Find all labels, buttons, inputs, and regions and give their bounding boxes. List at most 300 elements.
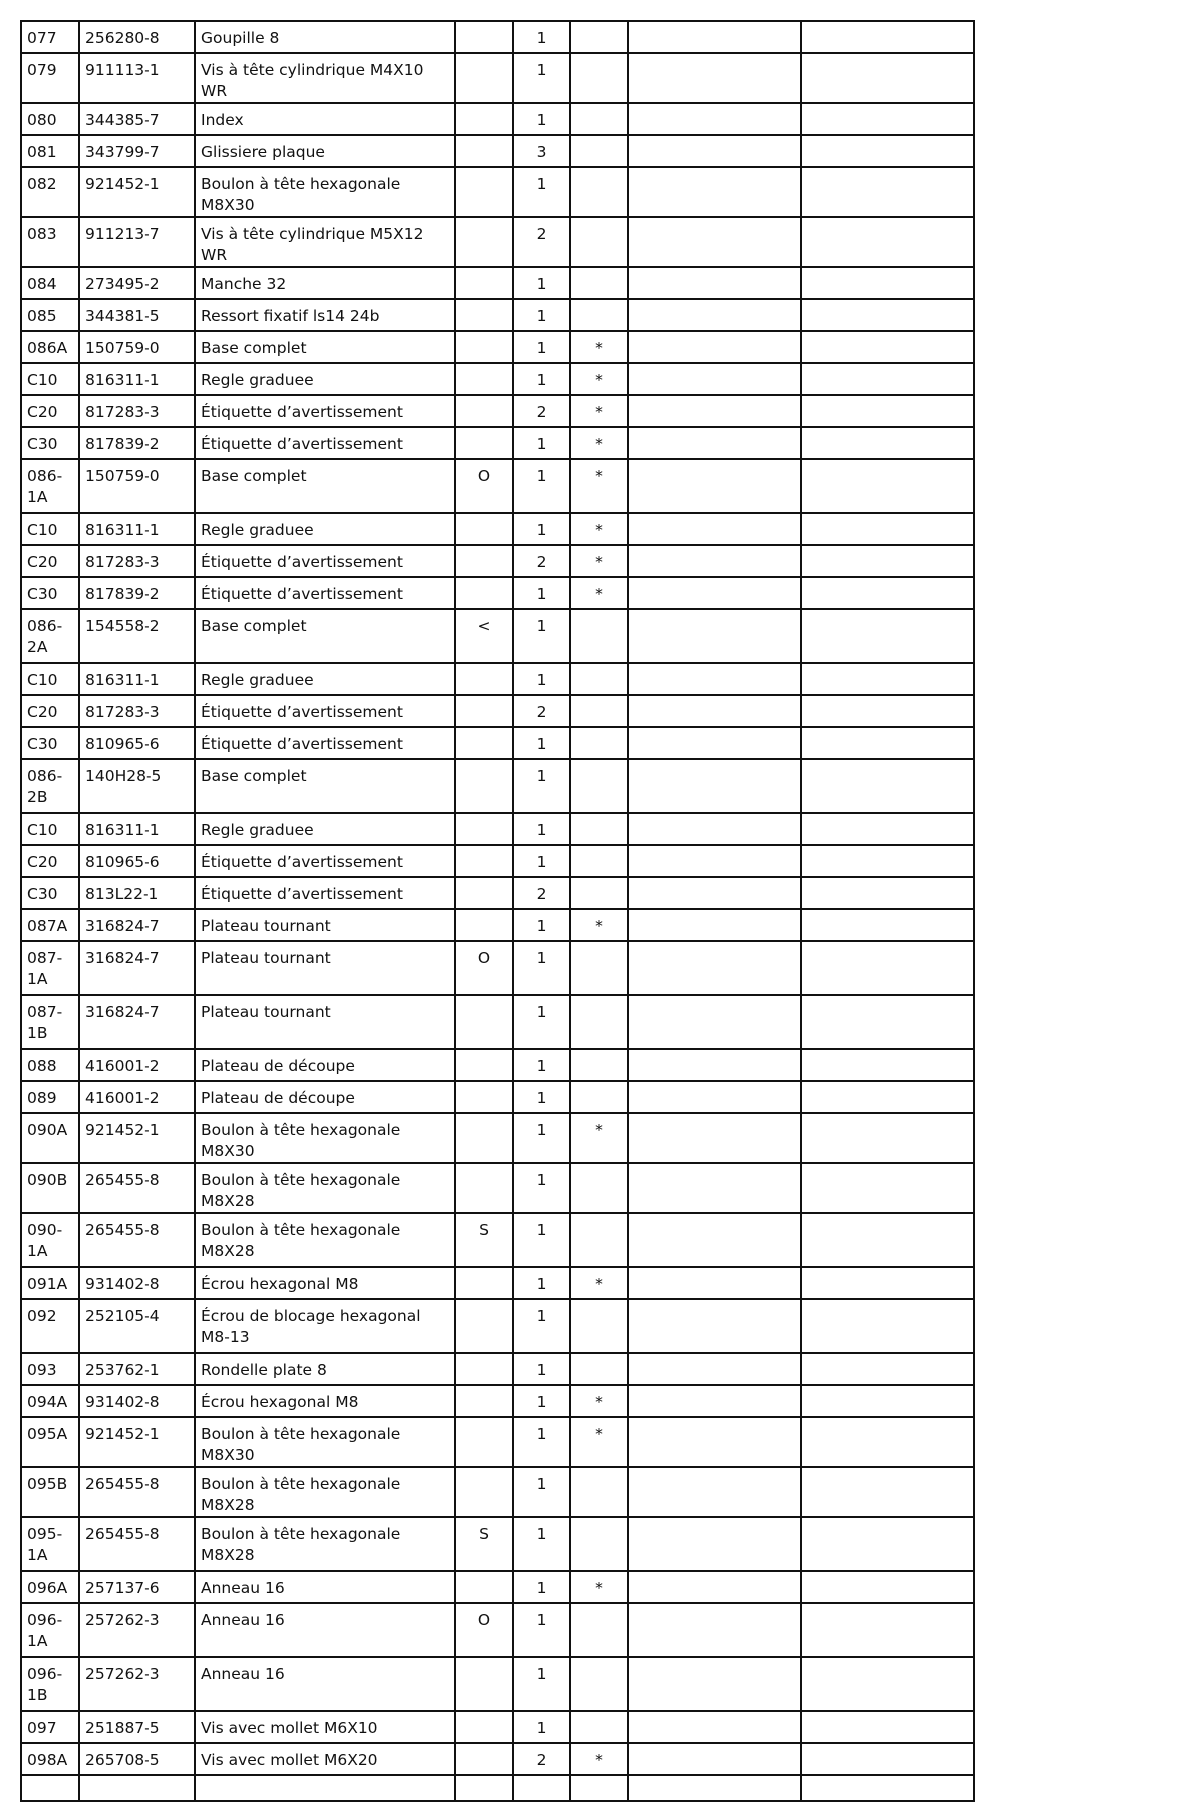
part-number-cell: 911113-1	[79, 53, 195, 103]
star-cell	[570, 877, 628, 909]
table-row	[21, 1353, 974, 1385]
part-number-cell: 253762-1	[79, 1353, 195, 1385]
quantity-cell: 1	[513, 363, 570, 395]
ref-cell: 086-1A	[21, 459, 79, 513]
table-row	[21, 427, 974, 459]
description-cell: Boulon à tête hexagonale M8X28	[195, 1163, 455, 1213]
quantity-cell: 1	[513, 1081, 570, 1113]
mark-cell	[455, 845, 513, 877]
star-cell	[570, 217, 628, 267]
mark-cell	[455, 217, 513, 267]
table-row	[21, 299, 974, 331]
table-row	[21, 995, 974, 1049]
blank-cell	[628, 941, 801, 995]
part-number-cell: 150759-0	[79, 459, 195, 513]
blank-cell	[628, 1049, 801, 1081]
star-cell: *	[570, 1113, 628, 1163]
blank-cell	[801, 1603, 974, 1657]
blank-cell	[801, 299, 974, 331]
mark-cell	[455, 135, 513, 167]
part-number-cell: 810965-6	[79, 727, 195, 759]
blank-cell	[801, 941, 974, 995]
description-cell: Base complet	[195, 459, 455, 513]
part-number-cell: 817283-3	[79, 545, 195, 577]
blank-cell	[628, 21, 801, 53]
table-row	[21, 513, 974, 545]
quantity-cell: 1	[513, 759, 570, 813]
table-row	[21, 1267, 974, 1299]
mark-cell: O	[455, 1603, 513, 1657]
mark-cell	[455, 427, 513, 459]
quantity-cell: 2	[513, 217, 570, 267]
blank-cell	[801, 267, 974, 299]
blank-cell	[628, 545, 801, 577]
mark-cell	[455, 363, 513, 395]
blank-cell	[801, 1743, 974, 1775]
mark-cell	[455, 1657, 513, 1711]
mark-cell	[455, 1385, 513, 1417]
star-cell: *	[570, 1417, 628, 1467]
parts-table-body	[21, 21, 974, 1801]
quantity-cell: 2	[513, 545, 570, 577]
blank-cell	[801, 427, 974, 459]
parts-table	[20, 20, 975, 1802]
description-cell: Anneau 16	[195, 1603, 455, 1657]
mark-cell	[455, 167, 513, 217]
blank-cell	[628, 1603, 801, 1657]
part-number-cell: 273495-2	[79, 267, 195, 299]
blank-cell	[628, 1571, 801, 1603]
description-cell: Plateau de découpe	[195, 1081, 455, 1113]
table-row	[21, 1049, 974, 1081]
table-row	[21, 1081, 974, 1113]
ref-cell: 090B	[21, 1163, 79, 1213]
table-row	[21, 167, 974, 217]
mark-cell	[455, 1113, 513, 1163]
blank-cell	[628, 813, 801, 845]
part-number-cell: 140H28-5	[79, 759, 195, 813]
star-cell	[570, 1163, 628, 1213]
blank-cell	[801, 663, 974, 695]
mark-cell	[455, 1711, 513, 1743]
description-cell: Étiquette d’avertissement	[195, 395, 455, 427]
description-cell: Plateau tournant	[195, 941, 455, 995]
part-number-cell: 265455-8	[79, 1517, 195, 1571]
mark-cell	[455, 1417, 513, 1467]
blank-cell	[628, 577, 801, 609]
mark-cell	[455, 1081, 513, 1113]
star-cell: *	[570, 513, 628, 545]
description-cell: Vis avec mollet M6X10	[195, 1711, 455, 1743]
description-cell: Étiquette d’avertissement	[195, 727, 455, 759]
blank-cell	[801, 1467, 974, 1517]
description-cell: Plateau tournant	[195, 909, 455, 941]
mark-cell	[455, 695, 513, 727]
blank-cell	[801, 695, 974, 727]
blank-cell	[628, 1467, 801, 1517]
part-number-cell: 921452-1	[79, 167, 195, 217]
quantity-cell: 1	[513, 909, 570, 941]
star-cell	[570, 759, 628, 813]
table-row	[21, 217, 974, 267]
star-cell	[570, 941, 628, 995]
part-number-cell: 817283-3	[79, 695, 195, 727]
quantity-cell: 1	[513, 299, 570, 331]
star-cell	[570, 1603, 628, 1657]
quantity-cell: 1	[513, 1571, 570, 1603]
quantity-cell: 1	[513, 1657, 570, 1711]
table-row	[21, 331, 974, 363]
quantity-cell: 2	[513, 695, 570, 727]
blank-cell	[628, 395, 801, 427]
mark-cell: O	[455, 941, 513, 995]
blank-cell	[628, 1517, 801, 1571]
blank-cell	[801, 1517, 974, 1571]
part-number-cell: 265455-8	[79, 1213, 195, 1267]
mark-cell	[455, 1163, 513, 1213]
blank-cell	[801, 459, 974, 513]
quantity-cell: 1	[513, 727, 570, 759]
ref-cell: 088	[21, 1049, 79, 1081]
blank-cell	[628, 167, 801, 217]
star-cell: *	[570, 545, 628, 577]
mark-cell	[455, 395, 513, 427]
part-number-cell: 816311-1	[79, 363, 195, 395]
ref-cell: 092	[21, 1299, 79, 1353]
blank-cell	[628, 877, 801, 909]
ref-cell: 096-1B	[21, 1657, 79, 1711]
star-cell	[570, 1081, 628, 1113]
star-cell: *	[570, 1267, 628, 1299]
quantity-cell: 3	[513, 135, 570, 167]
mark-cell	[455, 1467, 513, 1517]
star-cell	[570, 21, 628, 53]
star-cell	[570, 135, 628, 167]
blank-cell	[628, 1775, 801, 1801]
mark-cell	[455, 577, 513, 609]
description-cell: Base complet	[195, 331, 455, 363]
description-cell: Étiquette d’avertissement	[195, 545, 455, 577]
star-cell: *	[570, 577, 628, 609]
star-cell	[570, 1353, 628, 1385]
part-number-cell: 343799-7	[79, 135, 195, 167]
ref-cell: 086A	[21, 331, 79, 363]
description-cell: Regle graduee	[195, 663, 455, 695]
blank-cell	[628, 135, 801, 167]
table-row	[21, 1417, 974, 1467]
mark-cell	[455, 1775, 513, 1801]
table-row	[21, 759, 974, 813]
description-cell: Regle graduee	[195, 813, 455, 845]
description-cell: Base complet	[195, 759, 455, 813]
table-row	[21, 695, 974, 727]
star-cell	[570, 1213, 628, 1267]
blank-cell	[801, 1049, 974, 1081]
blank-cell	[628, 695, 801, 727]
ref-cell: C20	[21, 845, 79, 877]
ref-cell: 096A	[21, 1571, 79, 1603]
blank-cell	[628, 1657, 801, 1711]
blank-cell	[801, 1385, 974, 1417]
description-cell: Index	[195, 103, 455, 135]
part-number-cell: 416001-2	[79, 1049, 195, 1081]
table-row	[21, 609, 974, 663]
ref-cell: 087A	[21, 909, 79, 941]
ref-cell: 095-1A	[21, 1517, 79, 1571]
part-number-cell: 810965-6	[79, 845, 195, 877]
table-row	[21, 53, 974, 103]
ref-cell: 091A	[21, 1267, 79, 1299]
mark-cell	[455, 1353, 513, 1385]
part-number-cell: 931402-8	[79, 1385, 195, 1417]
ref-cell: C30	[21, 427, 79, 459]
ref-cell: 097	[21, 1711, 79, 1743]
quantity-cell: 1	[513, 609, 570, 663]
blank-cell	[801, 727, 974, 759]
blank-cell	[628, 1163, 801, 1213]
part-number-cell: 150759-0	[79, 331, 195, 363]
ref-cell: C10	[21, 813, 79, 845]
ref-cell: 098A	[21, 1743, 79, 1775]
ref-cell: 081	[21, 135, 79, 167]
mark-cell	[455, 103, 513, 135]
ref-cell: 090-1A	[21, 1213, 79, 1267]
blank-cell	[801, 609, 974, 663]
blank-cell	[801, 21, 974, 53]
mark-cell: S	[455, 1213, 513, 1267]
quantity-cell: 1	[513, 331, 570, 363]
description-cell: Vis à tête cylindrique M5X12 WR	[195, 217, 455, 267]
quantity-cell: 1	[513, 1213, 570, 1267]
table-row	[21, 1213, 974, 1267]
part-number-cell: 257262-3	[79, 1603, 195, 1657]
mark-cell	[455, 727, 513, 759]
mark-cell	[455, 1299, 513, 1353]
star-cell: *	[570, 909, 628, 941]
part-number-cell: 921452-1	[79, 1417, 195, 1467]
mark-cell	[455, 759, 513, 813]
blank-cell	[801, 1775, 974, 1801]
part-number-cell: 816311-1	[79, 663, 195, 695]
blank-cell	[801, 877, 974, 909]
ref-cell: C30	[21, 877, 79, 909]
quantity-cell: 1	[513, 1417, 570, 1467]
ref-cell: 084	[21, 267, 79, 299]
star-cell	[570, 1467, 628, 1517]
part-number-cell: 316824-7	[79, 941, 195, 995]
table-row	[21, 1467, 974, 1517]
part-number-cell: 416001-2	[79, 1081, 195, 1113]
part-number-cell: 911213-7	[79, 217, 195, 267]
ref-cell: 090A	[21, 1113, 79, 1163]
description-cell: Anneau 16	[195, 1571, 455, 1603]
ref-cell	[21, 1775, 79, 1801]
description-cell: Regle graduee	[195, 513, 455, 545]
part-number-cell: 817839-2	[79, 577, 195, 609]
mark-cell	[455, 877, 513, 909]
mark-cell	[455, 1049, 513, 1081]
description-cell: Boulon à tête hexagonale M8X28	[195, 1213, 455, 1267]
quantity-cell: 1	[513, 1163, 570, 1213]
quantity-cell: 1	[513, 1113, 570, 1163]
star-cell	[570, 609, 628, 663]
blank-cell	[801, 1299, 974, 1353]
mark-cell	[455, 545, 513, 577]
table-row	[21, 577, 974, 609]
part-number-cell: 816311-1	[79, 513, 195, 545]
part-number-cell	[79, 1775, 195, 1801]
table-row	[21, 1517, 974, 1571]
blank-cell	[801, 1113, 974, 1163]
star-cell: *	[570, 1571, 628, 1603]
description-cell: Étiquette d’avertissement	[195, 877, 455, 909]
table-row	[21, 1113, 974, 1163]
blank-cell	[628, 363, 801, 395]
ref-cell: 096-1A	[21, 1603, 79, 1657]
mark-cell: O	[455, 459, 513, 513]
part-number-cell: 931402-8	[79, 1267, 195, 1299]
blank-cell	[801, 813, 974, 845]
ref-cell: 093	[21, 1353, 79, 1385]
star-cell	[570, 695, 628, 727]
table-row	[21, 545, 974, 577]
part-number-cell: 265455-8	[79, 1163, 195, 1213]
mark-cell	[455, 513, 513, 545]
blank-cell	[628, 909, 801, 941]
table-row	[21, 1711, 974, 1743]
mark-cell: S	[455, 1517, 513, 1571]
table-row	[21, 1571, 974, 1603]
mark-cell: <	[455, 609, 513, 663]
table-row	[21, 1603, 974, 1657]
blank-cell	[628, 267, 801, 299]
part-number-cell: 265708-5	[79, 1743, 195, 1775]
ref-cell: 086-2B	[21, 759, 79, 813]
description-cell: Étiquette d’avertissement	[195, 427, 455, 459]
quantity-cell: 1	[513, 1603, 570, 1657]
ref-cell: C20	[21, 545, 79, 577]
part-number-cell: 251887-5	[79, 1711, 195, 1743]
description-cell: Boulon à tête hexagonale M8X30	[195, 1113, 455, 1163]
description-cell: Glissiere plaque	[195, 135, 455, 167]
star-cell: *	[570, 427, 628, 459]
blank-cell	[628, 103, 801, 135]
part-number-cell: 252105-4	[79, 1299, 195, 1353]
blank-cell	[801, 331, 974, 363]
quantity-cell: 1	[513, 21, 570, 53]
table-row	[21, 103, 974, 135]
description-cell: Écrou hexagonal M8	[195, 1267, 455, 1299]
part-number-cell: 256280-8	[79, 21, 195, 53]
star-cell	[570, 1299, 628, 1353]
description-cell: Boulon à tête hexagonale M8X28	[195, 1517, 455, 1571]
blank-cell	[628, 331, 801, 363]
blank-cell	[801, 1711, 974, 1743]
part-number-cell: 257262-3	[79, 1657, 195, 1711]
star-cell	[570, 727, 628, 759]
table-row	[21, 663, 974, 695]
mark-cell	[455, 267, 513, 299]
mark-cell	[455, 813, 513, 845]
description-cell: Rondelle plate 8	[195, 1353, 455, 1385]
star-cell	[570, 845, 628, 877]
description-cell	[195, 1775, 455, 1801]
star-cell	[570, 1775, 628, 1801]
table-row	[21, 459, 974, 513]
mark-cell	[455, 21, 513, 53]
part-number-cell: 316824-7	[79, 995, 195, 1049]
mark-cell	[455, 331, 513, 363]
blank-cell	[801, 363, 974, 395]
quantity-cell: 1	[513, 1267, 570, 1299]
blank-cell	[628, 663, 801, 695]
quantity-cell: 2	[513, 877, 570, 909]
table-row	[21, 1743, 974, 1775]
star-cell: *	[570, 363, 628, 395]
blank-cell	[801, 135, 974, 167]
table-row	[21, 1657, 974, 1711]
blank-cell	[628, 1299, 801, 1353]
ref-cell: 087-1A	[21, 941, 79, 995]
mark-cell	[455, 995, 513, 1049]
star-cell: *	[570, 395, 628, 427]
star-cell	[570, 1711, 628, 1743]
description-cell: Étiquette d’avertissement	[195, 695, 455, 727]
blank-cell	[801, 577, 974, 609]
mark-cell	[455, 53, 513, 103]
blank-cell	[628, 1743, 801, 1775]
star-cell: *	[570, 1385, 628, 1417]
description-cell: Base complet	[195, 609, 455, 663]
table-row	[21, 877, 974, 909]
description-cell: Manche 32	[195, 267, 455, 299]
quantity-cell: 1	[513, 1299, 570, 1353]
blank-cell	[628, 1417, 801, 1467]
quantity-cell: 1	[513, 845, 570, 877]
star-cell: *	[570, 1743, 628, 1775]
quantity-cell: 1	[513, 1049, 570, 1081]
ref-cell: C30	[21, 577, 79, 609]
quantity-cell: 1	[513, 53, 570, 103]
ref-cell: 089	[21, 1081, 79, 1113]
blank-cell	[801, 1353, 974, 1385]
blank-cell	[801, 1417, 974, 1467]
part-number-cell: 344385-7	[79, 103, 195, 135]
ref-cell: 085	[21, 299, 79, 331]
blank-cell	[628, 1081, 801, 1113]
table-row	[21, 727, 974, 759]
description-cell: Vis avec mollet M6X20	[195, 1743, 455, 1775]
blank-cell	[801, 1081, 974, 1113]
description-cell: Écrou de blocage hexagonal M8-13	[195, 1299, 455, 1353]
table-row	[21, 1299, 974, 1353]
ref-cell: C30	[21, 727, 79, 759]
quantity-cell: 1	[513, 1385, 570, 1417]
mark-cell	[455, 1267, 513, 1299]
part-number-cell: 265455-8	[79, 1467, 195, 1517]
quantity-cell: 1	[513, 1711, 570, 1743]
blank-cell	[801, 513, 974, 545]
part-number-cell: 257137-6	[79, 1571, 195, 1603]
blank-cell	[801, 1571, 974, 1603]
ref-cell: C10	[21, 363, 79, 395]
part-number-cell: 817283-3	[79, 395, 195, 427]
quantity-cell: 1	[513, 103, 570, 135]
quantity-cell: 1	[513, 459, 570, 513]
description-cell: Plateau de découpe	[195, 1049, 455, 1081]
table-row	[21, 395, 974, 427]
blank-cell	[801, 995, 974, 1049]
